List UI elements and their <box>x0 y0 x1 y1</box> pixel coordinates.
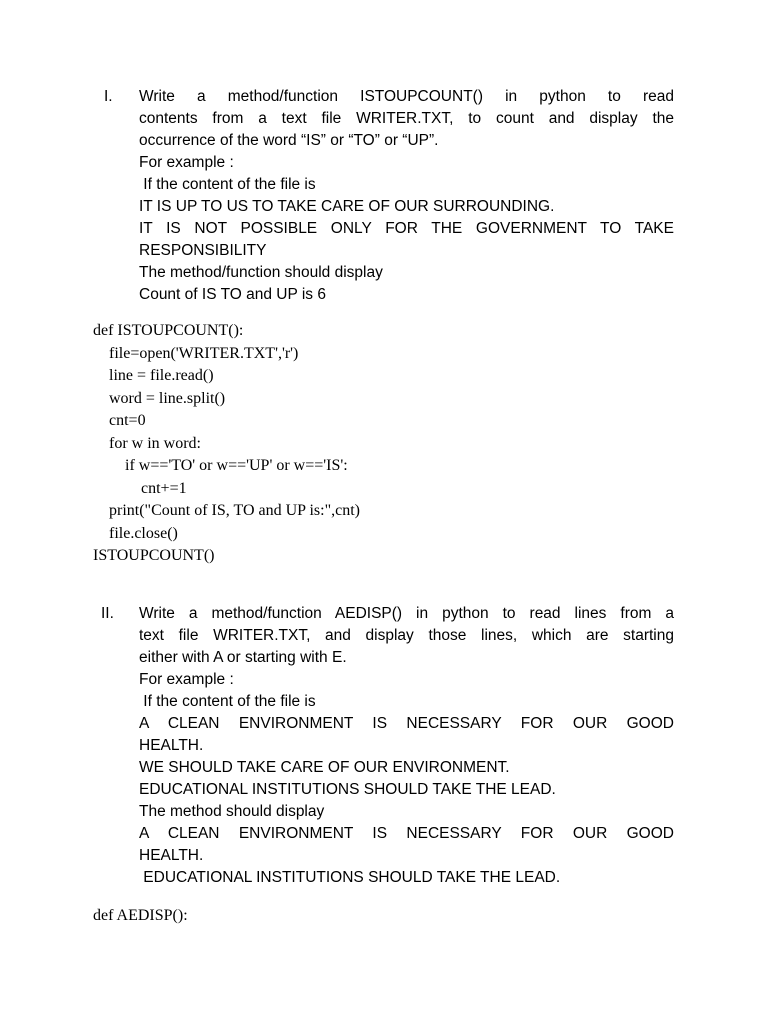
question-2-number: II. <box>101 605 114 622</box>
question-2-block <box>139 603 674 889</box>
file-content-line: IT IS NOT POSSIBLE ONLY FOR THE GOVERNMENT TO TAKE <box>139 220 674 237</box>
file-content-line: HEALTH. <box>139 737 204 754</box>
code-block-2 <box>93 905 188 928</box>
file-content-line: WE SHOULD TAKE CARE OF OUR ENVIRONMENT. <box>139 759 510 776</box>
code-line: ISTOUPCOUNT() <box>93 547 215 564</box>
question-1-line: contents from a text file WRITER.TXT, to count and display the <box>139 110 674 127</box>
code-line: line = file.read() <box>93 367 214 384</box>
expected-output-line: A CLEAN ENVIRONMENT IS NECESSARY FOR OUR GOOD <box>139 825 674 842</box>
expected-output-line: Count of IS TO and UP is 6 <box>139 286 326 303</box>
expected-output-line: HEALTH. <box>139 847 204 864</box>
question-2-line: either with A or starting with E. <box>139 649 347 666</box>
question-2-line: Write a method/function AEDISP() in python to read lines from a <box>139 605 674 622</box>
example-label: For example : <box>139 154 234 171</box>
question-1-line: Write a method/function ISTOUPCOUNT() in python to read <box>139 88 674 105</box>
code-line: file=open('WRITER.TXT','r') <box>93 344 299 362</box>
display-label: The method should display <box>139 803 325 820</box>
display-label: The method/function should display <box>139 264 383 281</box>
code-line: print("Count of IS, TO and UP is:",cnt) <box>93 502 360 519</box>
code-line: file.close() <box>93 524 178 542</box>
code-line: def AEDISP(): <box>93 907 188 924</box>
file-content-line: IT IS UP TO US TO TAKE CARE OF OUR SURROUNDING. <box>139 198 555 215</box>
code-block-1 <box>93 320 360 568</box>
code-line: cnt+=1 <box>93 479 187 497</box>
file-content-line: RESPONSIBILITY <box>139 242 267 259</box>
example-label: For example : <box>139 671 234 688</box>
question-2-line: text file WRITER.TXT, and display those lines, which are starting <box>139 627 674 644</box>
code-line: cnt=0 <box>93 412 146 429</box>
question-1-number: I. <box>104 88 113 105</box>
expected-output-line: EDUCATIONAL INSTITUTIONS SHOULD TAKE THE LEAD. <box>139 869 561 886</box>
question-1-line: occurrence of the word “IS” or “TO” or “UP”. <box>139 132 439 149</box>
content-intro: If the content of the file is <box>139 176 316 193</box>
code-line: for w in word: <box>93 434 201 452</box>
content-intro: If the content of the file is <box>139 693 316 710</box>
question-1-block <box>139 86 674 306</box>
file-content-line: EDUCATIONAL INSTITUTIONS SHOULD TAKE THE LEAD. <box>139 781 556 798</box>
code-line: word = line.split() <box>93 389 226 407</box>
code-line: def ISTOUPCOUNT(): <box>93 322 244 339</box>
code-line: if w=='TO' or w=='UP' or w=='IS': <box>93 457 348 474</box>
file-content-line: A CLEAN ENVIRONMENT IS NECESSARY FOR OUR GOOD <box>139 715 674 732</box>
